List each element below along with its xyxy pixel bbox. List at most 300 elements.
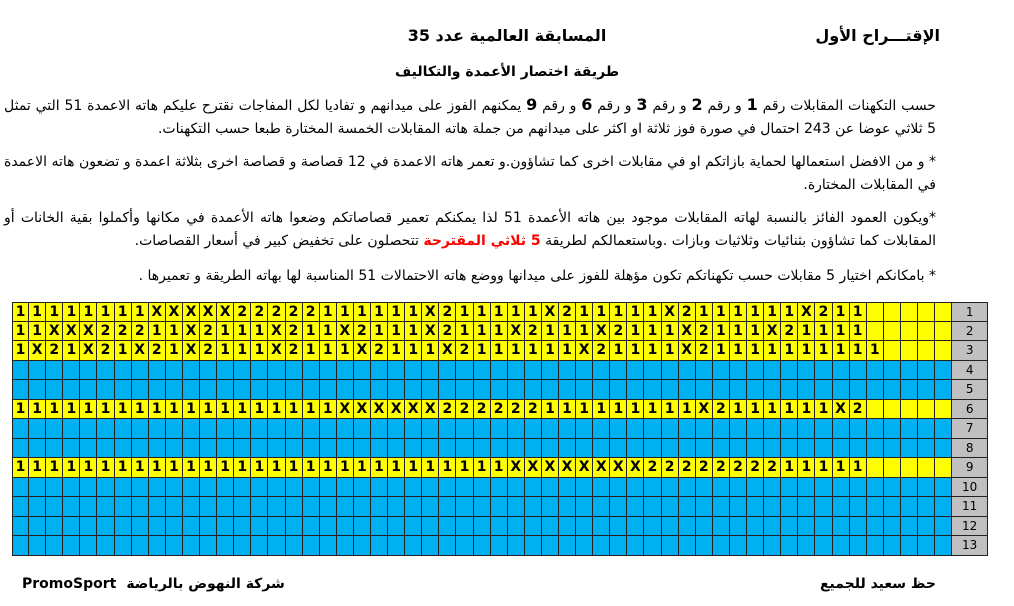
grid-cell bbox=[576, 497, 593, 517]
grid-cell bbox=[833, 517, 850, 537]
grid-cell bbox=[149, 439, 166, 459]
grid-cell bbox=[867, 439, 884, 459]
grid-cell bbox=[764, 380, 781, 400]
grid-cell: X bbox=[183, 341, 200, 361]
grid-cell: 1 bbox=[405, 341, 422, 361]
grid-cell: 2 bbox=[200, 341, 217, 361]
grid-cell: 1 bbox=[850, 341, 867, 361]
grid-cell: 1 bbox=[508, 341, 525, 361]
grid-cell: 1 bbox=[200, 400, 217, 420]
grid-cell bbox=[12, 478, 29, 498]
grid-cell: 1 bbox=[354, 302, 371, 322]
grid-cell bbox=[422, 361, 439, 381]
grid-cell: 1 bbox=[627, 400, 644, 420]
grid-cell bbox=[935, 517, 952, 537]
grid-cell bbox=[901, 361, 918, 381]
grid-cell bbox=[456, 497, 473, 517]
grid-cell: 1 bbox=[781, 458, 798, 478]
grid-cell: 2 bbox=[850, 400, 867, 420]
grid-cell bbox=[234, 439, 251, 459]
grid-cell: X bbox=[593, 458, 610, 478]
grid-cell bbox=[610, 536, 627, 556]
grid-cell bbox=[508, 497, 525, 517]
grid-cell: 2 bbox=[97, 322, 114, 342]
grid-cell bbox=[97, 517, 114, 537]
grid-cell: X bbox=[508, 322, 525, 342]
grid-cell bbox=[815, 439, 832, 459]
grid-cell bbox=[149, 419, 166, 439]
grid-cell bbox=[696, 380, 713, 400]
grid-cell bbox=[593, 478, 610, 498]
grid-cell: 1 bbox=[696, 302, 713, 322]
grid-cell: 1 bbox=[662, 400, 679, 420]
grid-cell bbox=[268, 419, 285, 439]
grid-cell: 1 bbox=[132, 458, 149, 478]
grid-cell bbox=[474, 361, 491, 381]
grid-cell: 1 bbox=[29, 302, 46, 322]
grid-cell bbox=[798, 380, 815, 400]
grid-cell bbox=[935, 302, 952, 322]
grid-cell bbox=[80, 439, 97, 459]
grid-cell bbox=[542, 380, 559, 400]
grid-cell bbox=[644, 536, 661, 556]
grid-cell: 2 bbox=[730, 458, 747, 478]
grid-cell bbox=[610, 478, 627, 498]
grid-cell bbox=[217, 536, 234, 556]
grid-cell bbox=[474, 439, 491, 459]
grid-cell bbox=[183, 361, 200, 381]
grid-cell: 2 bbox=[251, 302, 268, 322]
grid-cell bbox=[12, 536, 29, 556]
grid-cell bbox=[166, 380, 183, 400]
grid-cell: X bbox=[183, 302, 200, 322]
grid-cell bbox=[217, 478, 234, 498]
grid-cell bbox=[542, 419, 559, 439]
grid-cell: 1 bbox=[46, 458, 63, 478]
grid-cell: 2 bbox=[679, 458, 696, 478]
grid-cell bbox=[730, 439, 747, 459]
grid-cell: 1 bbox=[576, 400, 593, 420]
grid-cell bbox=[405, 536, 422, 556]
grid-cell: 1 bbox=[456, 322, 473, 342]
grid-cell bbox=[918, 458, 935, 478]
grid-cell bbox=[149, 478, 166, 498]
grid-cell bbox=[850, 497, 867, 517]
grid-cell bbox=[901, 322, 918, 342]
grid-cell bbox=[183, 517, 200, 537]
grid-cell bbox=[542, 361, 559, 381]
grid-cell bbox=[884, 302, 901, 322]
grid-cell: 1 bbox=[388, 302, 405, 322]
grid-cell: 1 bbox=[217, 458, 234, 478]
grid-cell: 1 bbox=[559, 341, 576, 361]
grid-cell bbox=[474, 517, 491, 537]
grid-cell: X bbox=[833, 400, 850, 420]
grid-cell bbox=[388, 419, 405, 439]
grid-cell: 1 bbox=[303, 341, 320, 361]
grid-cell: 1 bbox=[525, 341, 542, 361]
grid-cell bbox=[166, 517, 183, 537]
grid-cell: 1 bbox=[12, 322, 29, 342]
grid-cell bbox=[456, 478, 473, 498]
grid-cell bbox=[46, 419, 63, 439]
grid-cell bbox=[456, 361, 473, 381]
grid-cell bbox=[405, 380, 422, 400]
match-number: 9 bbox=[952, 458, 988, 478]
grid-cell: 1 bbox=[388, 341, 405, 361]
grid-cell: X bbox=[576, 341, 593, 361]
grid-cell bbox=[405, 439, 422, 459]
grid-cell bbox=[747, 478, 764, 498]
grid-cell: 1 bbox=[286, 458, 303, 478]
grid-cell bbox=[354, 419, 371, 439]
grid-cell bbox=[781, 517, 798, 537]
grid-cell bbox=[747, 380, 764, 400]
grid-cell bbox=[610, 419, 627, 439]
grid-cell: X bbox=[337, 322, 354, 342]
grid-cell: 1 bbox=[781, 400, 798, 420]
grid-cell bbox=[371, 361, 388, 381]
grid-cell bbox=[884, 478, 901, 498]
grid-cell: X bbox=[388, 400, 405, 420]
grid-cell: 1 bbox=[80, 400, 97, 420]
grid-cell bbox=[696, 439, 713, 459]
grid-cell: 1 bbox=[234, 458, 251, 478]
grid-cell bbox=[80, 478, 97, 498]
grid-cell bbox=[268, 536, 285, 556]
grid-cell: 2 bbox=[268, 302, 285, 322]
grid-cell: 1 bbox=[29, 322, 46, 342]
grid-cell: 1 bbox=[474, 322, 491, 342]
grid-cell: 1 bbox=[405, 302, 422, 322]
grid-cell: 2 bbox=[456, 400, 473, 420]
grid-cell bbox=[884, 361, 901, 381]
grid-cell: 1 bbox=[815, 322, 832, 342]
grid-cell bbox=[559, 419, 576, 439]
grid-cell bbox=[867, 478, 884, 498]
grid-cell bbox=[354, 439, 371, 459]
grid-cell: 1 bbox=[850, 458, 867, 478]
grid-cell bbox=[200, 536, 217, 556]
grid-cell bbox=[29, 380, 46, 400]
grid-cell bbox=[525, 361, 542, 381]
grid-cell bbox=[200, 419, 217, 439]
grid-cell bbox=[354, 497, 371, 517]
grid-cell bbox=[901, 302, 918, 322]
grid-cell: 1 bbox=[593, 400, 610, 420]
grid-cell bbox=[371, 439, 388, 459]
grid-cell bbox=[422, 419, 439, 439]
grid-cell bbox=[679, 497, 696, 517]
grid-cell bbox=[508, 361, 525, 381]
grid-cell bbox=[833, 439, 850, 459]
grid-cell bbox=[234, 478, 251, 498]
grid-cell: 1 bbox=[29, 458, 46, 478]
grid-cell bbox=[730, 419, 747, 439]
grid-cell bbox=[132, 419, 149, 439]
grid-cell bbox=[80, 536, 97, 556]
grid-cell bbox=[166, 497, 183, 517]
grid-cell bbox=[935, 361, 952, 381]
grid-cell: 2 bbox=[115, 322, 132, 342]
grid-cell bbox=[303, 517, 320, 537]
grid-cell bbox=[217, 419, 234, 439]
grid-cell bbox=[183, 439, 200, 459]
grid-cell bbox=[115, 536, 132, 556]
grid-cell: 1 bbox=[63, 458, 80, 478]
grid-cell bbox=[662, 439, 679, 459]
grid-cell: 1 bbox=[183, 458, 200, 478]
grid-cell bbox=[337, 419, 354, 439]
grid-cell: X bbox=[166, 302, 183, 322]
grid-cell bbox=[918, 380, 935, 400]
grid-cell: 1 bbox=[798, 322, 815, 342]
grid-cell: 1 bbox=[439, 458, 456, 478]
grid-cell: X bbox=[354, 400, 371, 420]
grid-cell bbox=[234, 517, 251, 537]
grid-cell bbox=[713, 419, 730, 439]
grid-cell: 1 bbox=[251, 400, 268, 420]
grid-cell: 1 bbox=[303, 322, 320, 342]
grid-cell bbox=[29, 497, 46, 517]
grid-cell bbox=[80, 380, 97, 400]
grid-cell bbox=[234, 497, 251, 517]
grid-cell bbox=[405, 478, 422, 498]
grid-cell bbox=[354, 478, 371, 498]
grid-cell bbox=[405, 361, 422, 381]
grid-cell bbox=[593, 517, 610, 537]
grid-cell bbox=[764, 419, 781, 439]
grid-cell bbox=[183, 478, 200, 498]
grid-cell bbox=[63, 497, 80, 517]
grid-cell bbox=[559, 361, 576, 381]
grid-cell: 1 bbox=[627, 302, 644, 322]
grid-cell: 1 bbox=[491, 341, 508, 361]
grid-row bbox=[12, 497, 988, 517]
grid-cell bbox=[132, 380, 149, 400]
grid-cell bbox=[815, 419, 832, 439]
grid-cell bbox=[542, 439, 559, 459]
grid-cell: X bbox=[593, 322, 610, 342]
grid-cell bbox=[730, 361, 747, 381]
grid-cell bbox=[850, 439, 867, 459]
grid-row bbox=[12, 302, 988, 322]
grid-cell bbox=[268, 380, 285, 400]
grid-cell bbox=[12, 361, 29, 381]
grid-cell: X bbox=[268, 322, 285, 342]
grid-cell: 1 bbox=[149, 322, 166, 342]
grid-cell bbox=[833, 380, 850, 400]
grid-cell bbox=[371, 517, 388, 537]
grid-cell: 1 bbox=[63, 302, 80, 322]
method-subtitle: طريقة اختصار الأعمدة والتكاليف bbox=[394, 64, 620, 80]
grid-cell bbox=[46, 497, 63, 517]
grid-cell bbox=[439, 361, 456, 381]
grid-cell bbox=[884, 439, 901, 459]
grid-cell bbox=[183, 536, 200, 556]
match-number: 12 bbox=[952, 517, 988, 537]
grid-cell bbox=[474, 536, 491, 556]
match-number: 1 bbox=[952, 302, 988, 322]
grid-cell bbox=[12, 419, 29, 439]
grid-cell bbox=[166, 439, 183, 459]
grid-cell bbox=[12, 517, 29, 537]
grid-cell bbox=[781, 536, 798, 556]
grid-cell: X bbox=[610, 458, 627, 478]
grid-cell: X bbox=[508, 458, 525, 478]
grid-cell bbox=[200, 361, 217, 381]
grid-cell bbox=[781, 380, 798, 400]
footer-brand-block bbox=[22, 576, 285, 592]
grid-cell: 1 bbox=[12, 400, 29, 420]
grid-cell bbox=[901, 400, 918, 420]
grid-cell: X bbox=[200, 302, 217, 322]
grid-cell: 1 bbox=[542, 322, 559, 342]
grid-cell bbox=[217, 517, 234, 537]
grid-cell: 1 bbox=[166, 458, 183, 478]
grid-cell bbox=[850, 536, 867, 556]
grid-cell: 1 bbox=[747, 302, 764, 322]
grid-cell: 2 bbox=[713, 458, 730, 478]
red-highlight: 5 ثلاثي المقترحة bbox=[423, 232, 541, 249]
grid-cell: 1 bbox=[286, 400, 303, 420]
grid-cell bbox=[747, 419, 764, 439]
grid-cell bbox=[63, 536, 80, 556]
grid-cell bbox=[439, 536, 456, 556]
grid-cell bbox=[576, 419, 593, 439]
grid-cell: 2 bbox=[815, 302, 832, 322]
grid-cell bbox=[644, 497, 661, 517]
selection-paragraph: * بامكانكم اختيار 5 مقابلات حسب تكهناتكم تكون مؤهلة للفوز على ميدانها ووضع هاته الاحتمالات 51 المناسبة لها بهاته الطريقة و تعميرها . bbox=[138, 268, 936, 284]
grid-row bbox=[12, 380, 988, 400]
grid-cell bbox=[901, 478, 918, 498]
grid-cell bbox=[593, 439, 610, 459]
grid-cell bbox=[439, 419, 456, 439]
grid-cell bbox=[132, 536, 149, 556]
grid-cell bbox=[576, 439, 593, 459]
grid-cell bbox=[815, 497, 832, 517]
grid-cell bbox=[320, 517, 337, 537]
grid-cell bbox=[815, 380, 832, 400]
grid-cell bbox=[644, 517, 661, 537]
grid-cell bbox=[371, 419, 388, 439]
grid-cell: 1 bbox=[747, 341, 764, 361]
grid-cell: 2 bbox=[354, 322, 371, 342]
grid-cell bbox=[337, 497, 354, 517]
grid-cell bbox=[525, 497, 542, 517]
grid-cell bbox=[576, 517, 593, 537]
grid-cell bbox=[491, 419, 508, 439]
grid-cell bbox=[405, 517, 422, 537]
grid-cell bbox=[764, 361, 781, 381]
grid-cell bbox=[371, 478, 388, 498]
grid-cell bbox=[63, 517, 80, 537]
grid-cell bbox=[115, 497, 132, 517]
grid-cell bbox=[542, 478, 559, 498]
grid-cell bbox=[559, 536, 576, 556]
grid-cell bbox=[935, 341, 952, 361]
grid-cell: X bbox=[371, 400, 388, 420]
grid-cell bbox=[286, 497, 303, 517]
grid-cell: 1 bbox=[354, 458, 371, 478]
grid-cell bbox=[268, 478, 285, 498]
grid-cell: 1 bbox=[644, 322, 661, 342]
grid-cell: 1 bbox=[713, 341, 730, 361]
match-number: 8 bbox=[952, 439, 988, 459]
grid-cell: 1 bbox=[63, 341, 80, 361]
grid-row bbox=[12, 361, 988, 381]
grid-cell bbox=[833, 478, 850, 498]
grid-cell bbox=[320, 478, 337, 498]
grid-cell bbox=[713, 380, 730, 400]
grid-cell: 1 bbox=[337, 302, 354, 322]
grid-cell bbox=[234, 419, 251, 439]
grid-cell bbox=[388, 497, 405, 517]
grid-cell bbox=[730, 497, 747, 517]
grid-cell bbox=[662, 419, 679, 439]
grid-cell bbox=[456, 536, 473, 556]
grid-cell: 1 bbox=[166, 400, 183, 420]
grid-cell bbox=[63, 478, 80, 498]
grid-cell bbox=[935, 536, 952, 556]
grid-cell bbox=[696, 497, 713, 517]
grid-cell bbox=[303, 439, 320, 459]
grid-cell: 1 bbox=[559, 400, 576, 420]
grid-cell: 1 bbox=[200, 458, 217, 478]
grid-cell bbox=[850, 419, 867, 439]
grid-cell: 1 bbox=[149, 400, 166, 420]
grid-cell bbox=[918, 536, 935, 556]
grid-cell bbox=[679, 517, 696, 537]
grid-cell bbox=[901, 419, 918, 439]
grid-row bbox=[12, 536, 988, 556]
grid-cell bbox=[815, 517, 832, 537]
grid-cell bbox=[679, 439, 696, 459]
grid-row bbox=[12, 478, 988, 498]
grid-cell bbox=[696, 419, 713, 439]
grid-cell bbox=[337, 517, 354, 537]
grid-cell: 1 bbox=[474, 341, 491, 361]
grid-cell bbox=[217, 439, 234, 459]
grid-cell bbox=[730, 536, 747, 556]
grid-cell bbox=[576, 361, 593, 381]
grid-cell: 1 bbox=[97, 400, 114, 420]
grid-cell bbox=[713, 517, 730, 537]
grid-cell: 2 bbox=[234, 302, 251, 322]
grid-cell bbox=[798, 478, 815, 498]
grid-cell bbox=[627, 419, 644, 439]
grid-cell: 2 bbox=[97, 341, 114, 361]
grid-cell bbox=[200, 497, 217, 517]
grid-cell: X bbox=[354, 341, 371, 361]
grid-cell bbox=[29, 536, 46, 556]
grid-cell bbox=[508, 536, 525, 556]
grid-cell bbox=[286, 361, 303, 381]
competition-title: المسابقة العالمية عدد 35 bbox=[407, 26, 607, 45]
grid-cell: 1 bbox=[388, 458, 405, 478]
grid-cell bbox=[286, 478, 303, 498]
grid-cell bbox=[696, 536, 713, 556]
grid-cell: 1 bbox=[850, 302, 867, 322]
grid-cell bbox=[115, 361, 132, 381]
grid-cell bbox=[781, 497, 798, 517]
grid-cell bbox=[593, 361, 610, 381]
grid-cell bbox=[747, 536, 764, 556]
grid-cell bbox=[525, 439, 542, 459]
grid-cell bbox=[662, 517, 679, 537]
grid-cell: X bbox=[422, 302, 439, 322]
grid-cell: 2 bbox=[644, 458, 661, 478]
